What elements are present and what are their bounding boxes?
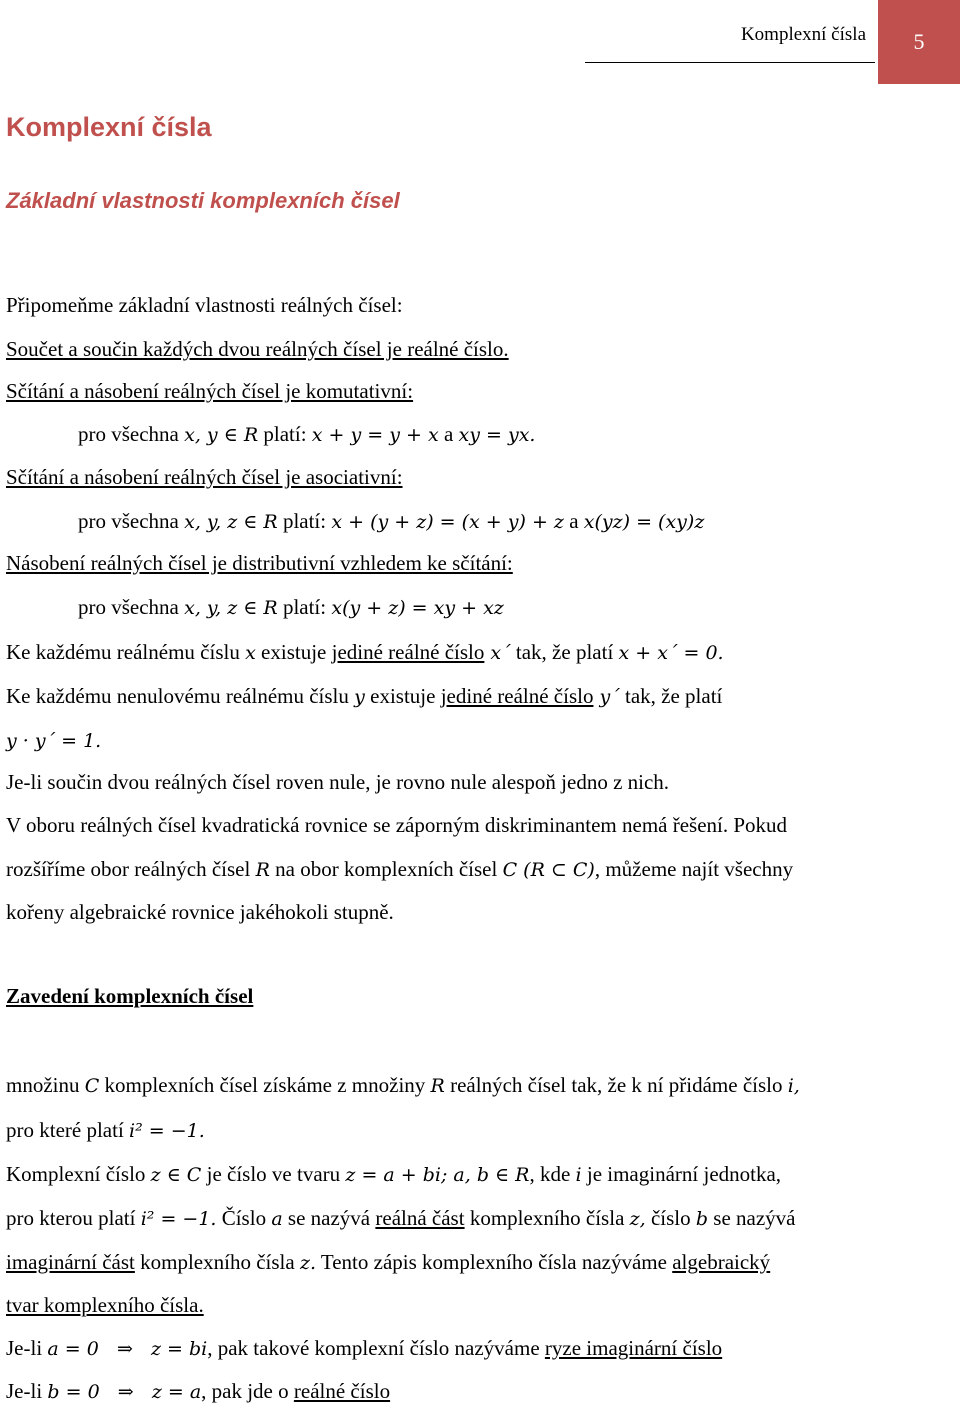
math: x + y = y + x: [311, 424, 439, 446]
text: Komplexní číslo: [6, 1162, 151, 1186]
math: y´: [593, 686, 620, 708]
paragraph: [6, 1071, 800, 1100]
text: komplexního čísla: [464, 1206, 630, 1230]
paragraph: Připomeňme základní vlastnosti reálných čísel:: [6, 293, 403, 317]
formula-line: [78, 420, 535, 449]
math: x, y, z ∈ R: [184, 597, 278, 619]
text: , pak takové komplexní číslo nazýváme: [207, 1336, 545, 1360]
math: x´: [484, 642, 511, 664]
paragraph: [6, 726, 101, 755]
text: platí:: [258, 422, 312, 446]
text: Tento zápis komplexního čísla nazýváme: [316, 1250, 673, 1274]
math: xy = yx.: [458, 424, 536, 446]
paragraph: [6, 1334, 722, 1363]
paragraph: [6, 855, 793, 884]
text: se nazývá: [282, 1206, 376, 1230]
math: y · y´ = 1.: [6, 730, 102, 752]
text: se nazývá: [708, 1206, 796, 1230]
paragraph: [6, 1204, 796, 1233]
paragraph: kořeny algebraické rovnice jakéhokoli stupně.: [6, 900, 394, 924]
text: tak, že platí: [510, 640, 619, 664]
math: x + x´ = 0.: [618, 642, 724, 664]
math: x + (y + z) = (x + y) + z: [331, 511, 564, 533]
text: pro všechna: [78, 509, 185, 533]
math: x(y + z) = xy + xz: [331, 597, 504, 619]
paragraph: Je-li součin dvou reálných čísel roven nule, je rovno nule alespoň jedno z nich.: [6, 770, 670, 794]
text: množinu: [6, 1073, 85, 1097]
math: z,: [629, 1208, 646, 1230]
header-rule: [585, 62, 875, 63]
text: na obor komplexních čísel: [269, 857, 503, 881]
text: pro kterou platí: [6, 1206, 141, 1230]
paragraph: [6, 377, 413, 405]
math: z.: [299, 1252, 316, 1274]
formula-line: [78, 593, 504, 622]
text: a: [563, 509, 584, 533]
math: i: [575, 1164, 582, 1186]
text: tak, že platí: [619, 684, 723, 708]
text: Sčítání a násobení reálných čísel je komutativní:: [6, 379, 414, 403]
text: Ke každému reálnému číslu: [6, 640, 246, 664]
math: R: [255, 859, 270, 881]
math: y: [354, 686, 365, 708]
section-heading: Zavedení komplexních čísel: [6, 984, 254, 1008]
text: existuje: [255, 640, 332, 664]
paragraph: [6, 1291, 204, 1319]
page-title: Komplexní čísla: [6, 112, 212, 142]
math: x, y, z ∈ R: [184, 511, 278, 533]
text: Násobení reálných čísel je distributivní vzhledem ke sčítání:: [6, 551, 513, 575]
text: reálné číslo: [293, 1379, 391, 1403]
text: číslo: [645, 1206, 696, 1230]
math: i² = −1.: [129, 1120, 205, 1142]
text: rozšíříme obor reálných čísel: [6, 857, 256, 881]
text: komplexních čísel získáme z množiny: [99, 1073, 431, 1097]
paragraph: [6, 638, 724, 667]
text: , pak jde o: [201, 1379, 294, 1403]
paragraph: [6, 1377, 390, 1406]
paragraph: [6, 463, 403, 491]
math: z = a + bi; a, b ∈ R: [345, 1164, 530, 1186]
header-title: Komplexní čísla: [740, 24, 866, 45]
math: R: [430, 1075, 445, 1097]
text: , kde: [529, 1162, 576, 1186]
text: pro které platí: [6, 1118, 130, 1142]
text: existuje: [364, 684, 441, 708]
text: imaginární část: [6, 1250, 135, 1274]
math: C: [84, 1075, 100, 1097]
text: a: [438, 422, 459, 446]
text: Je-li: [6, 1336, 48, 1360]
text: ryze imaginární číslo: [544, 1336, 723, 1360]
math: C (R ⊂ C): [502, 859, 595, 881]
math: x: [245, 642, 256, 664]
text: reálná část: [375, 1206, 465, 1230]
text: pro všechna: [78, 422, 185, 446]
paragraph: [6, 682, 722, 711]
paragraph: V oboru reálných čísel kvadratická rovnice se záporným diskriminantem nemá řešení. Pokud: [6, 813, 788, 837]
text: Sčítání a násobení reálných čísel je asociativní:: [6, 465, 403, 489]
math: i,: [787, 1075, 800, 1097]
math: a: [271, 1208, 283, 1230]
text: je imaginární jednotka,: [581, 1162, 782, 1186]
text: komplexního čísla: [134, 1250, 300, 1274]
paragraph: [6, 1160, 781, 1189]
text: Ke každému nenulovému reálnému číslu: [6, 684, 355, 708]
text: pro všechna: [78, 595, 185, 619]
paragraph: Součet a součin každých dvou reálných čísel je reálné číslo.: [6, 337, 509, 361]
paragraph: [6, 1116, 205, 1145]
text: Číslo: [216, 1206, 272, 1230]
text: platí:: [277, 509, 332, 533]
text: je číslo ve tvaru: [201, 1162, 346, 1186]
page-subtitle: Základní vlastnosti komplexních čísel: [6, 188, 400, 213]
text: , můžeme najít všechny: [594, 857, 794, 881]
math: x(yz) = (xy)z: [583, 511, 705, 533]
text: platí:: [277, 595, 332, 619]
text: tvar komplexního čísla.: [6, 1293, 204, 1317]
text: jediné reálné číslo: [440, 684, 594, 708]
math: z ∈ C: [150, 1164, 202, 1186]
text: Je-li: [6, 1379, 48, 1403]
math: x, y ∈ R: [184, 424, 259, 446]
text: algebraický: [672, 1250, 771, 1274]
paragraph: [6, 1248, 770, 1277]
math: i² = −1.: [140, 1208, 217, 1230]
text: reálných čísel tak, že k ní přidáme číslo: [444, 1073, 788, 1097]
formula-line: [78, 507, 704, 536]
text: jediné reálné číslo: [331, 640, 485, 664]
page-number-badge: 5: [878, 0, 960, 84]
math: b = 0 ⇒ z = a: [47, 1381, 202, 1403]
math: a = 0 ⇒ z = bi: [47, 1338, 208, 1360]
paragraph: [6, 549, 513, 577]
math: b: [695, 1208, 709, 1230]
